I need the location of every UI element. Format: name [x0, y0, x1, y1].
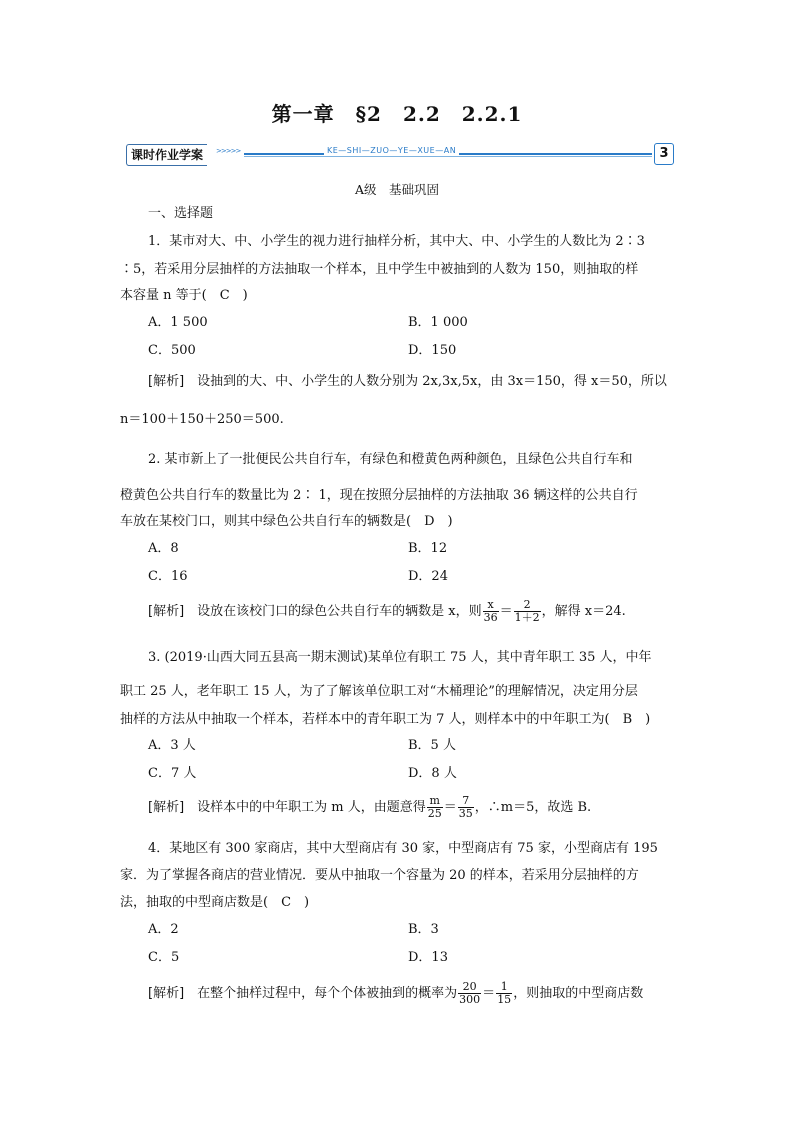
- solution-tag: [解析]: [148, 800, 185, 815]
- q2-line2: 橙黄色公共自行车的数量比为 2∶ 1，现在按照分层抽样的方法抽取 36 辆这样的公共自行: [120, 488, 638, 503]
- q4-option-a: A．2: [148, 922, 179, 937]
- q1-line3: 本容量 n 等于( C ): [120, 288, 248, 303]
- q4-line1: 4．某地区有 300 家商店，其中大型商店有 30 家，中型商店有 75 家，小型商店有 195: [148, 841, 658, 856]
- q4-option-b: B．3: [408, 922, 439, 937]
- q3-line3: 抽样的方法从中抽取一个样本，若样本中的青年职工为 7 人，则样本中的中年职工为( B ): [120, 712, 651, 727]
- banner-arrows: >>>>>: [216, 147, 241, 155]
- q1-solution-line2: n＝100＋150＋250＝500.: [120, 412, 284, 427]
- q2-line3: 车放在某校门口，则其中绿色公共自行车的辆数是( D ): [120, 514, 453, 529]
- q1-option-d: D．150: [408, 343, 457, 358]
- q2-solution-text: 设放在该校门口的绿色公共自行车的辆数是 x，则: [184, 604, 482, 619]
- q2-option-a: A．8: [148, 541, 179, 556]
- q2-line1: 2. 某市新上了一批便民公共自行车，有绿色和橙黄色两种颜色，且绿色公共自行车和: [148, 452, 633, 467]
- q3-option-c: C．7 人: [148, 766, 197, 781]
- q1-solution-text: 设抽到的大、中、小学生的人数分别为 2x,3x,5x，由 3x＝150，得 x＝50，所以: [184, 374, 667, 389]
- q1-option-b: B．1 000: [408, 315, 468, 330]
- q3-line1: 3. (2019·山西大同五县高一期末测试)某单位有职工 75 人，其中青年职工 35 人，中年: [148, 650, 652, 665]
- q1-option-c: C．500: [148, 343, 196, 358]
- q2-option-d: D．24: [408, 569, 448, 584]
- solution-tag: [解析]: [148, 604, 185, 619]
- q3-option-b: B．5 人: [408, 738, 456, 753]
- q4-solution: [解析] 在整个抽样过程中，每个个体被抽到的概率为 $\frac{20}{300}$ ＝ $\frac{1}{15}$ ，则抽取的中型商店数: [148, 980, 644, 1006]
- q2-option-b: B．12: [408, 541, 448, 556]
- q1-line1: 1．某市对大、中、小学生的视力进行抽样分析，其中大、中、小学生的人数比为 2∶3: [148, 234, 645, 249]
- q4-line3: 法，抽取的中型商店数是( C ): [120, 895, 310, 910]
- q4-option-c: C．5: [148, 950, 180, 965]
- q3-line2: 职工 25 人，老年职工 15 人，为了了解该单位职工对“木桶理论”的理解情况，决定用分层: [120, 684, 638, 699]
- banner-keywords: KE—SHI—ZUO—YE—XUE—AN: [324, 146, 459, 155]
- q3-option-d: D．8 人: [408, 766, 457, 781]
- solution-tag: [解析]: [148, 374, 185, 389]
- fraction: $\frac{7}{35}$: [458, 794, 473, 820]
- q3-solution-text: 设样本中的中年职工为 m 人，由题意得: [184, 800, 426, 815]
- q2-option-c: C．16: [148, 569, 188, 584]
- q4-option-d: D．13: [408, 950, 448, 965]
- level-heading: A级 基础巩固: [354, 182, 440, 197]
- q4-line2: 家．为了掌握各商店的营业情况．要从中抽取一个容量为 20 的样本，若采用分层抽样的方: [120, 868, 639, 883]
- banner-rule-thin: [244, 156, 652, 157]
- q1-solution: [148, 374, 667, 390]
- banner-label: 课时作业学案: [126, 144, 207, 166]
- fraction: $\frac{20}{300}$: [459, 980, 481, 1006]
- q1-option-a: A．1 500: [148, 315, 208, 330]
- section-heading: 一、选择题: [148, 206, 214, 221]
- q3-solution: [解析] 设样本中的中年职工为 m 人，由题意得 $\frac{m}{25}$ ＝ $\frac{7}{35}$ ，∴m＝5，故选 B.: [148, 794, 592, 820]
- fraction: $\frac{1}{15}$: [497, 980, 512, 1006]
- q1-line2: ∶5，若采用分层抽样的方法抽取一个样本，且中学生中被抽到的人数为 150，则抽取的样: [120, 262, 639, 277]
- fraction: $\frac{2}{1+2}$: [514, 598, 540, 624]
- fraction: $\frac{x}{36}$: [483, 598, 498, 624]
- chapter-title: 第一章 §2 2.2 2.2.1: [271, 102, 523, 126]
- q3-option-a: A．3 人: [148, 738, 196, 753]
- solution-tag: [解析]: [148, 986, 185, 1001]
- q4-solution-text: 在整个抽样过程中，每个个体被抽到的概率为: [184, 986, 458, 1001]
- banner-number: 3: [654, 143, 674, 165]
- lesson-banner: [126, 142, 674, 166]
- fraction: $\frac{m}{25}$: [427, 794, 442, 820]
- q2-solution: [解析] 设放在该校门口的绿色公共自行车的辆数是 x，则 $\frac{x}{36}$ ＝ $\frac{2}{1+2}$ ，解得 x＝24.: [148, 598, 626, 624]
